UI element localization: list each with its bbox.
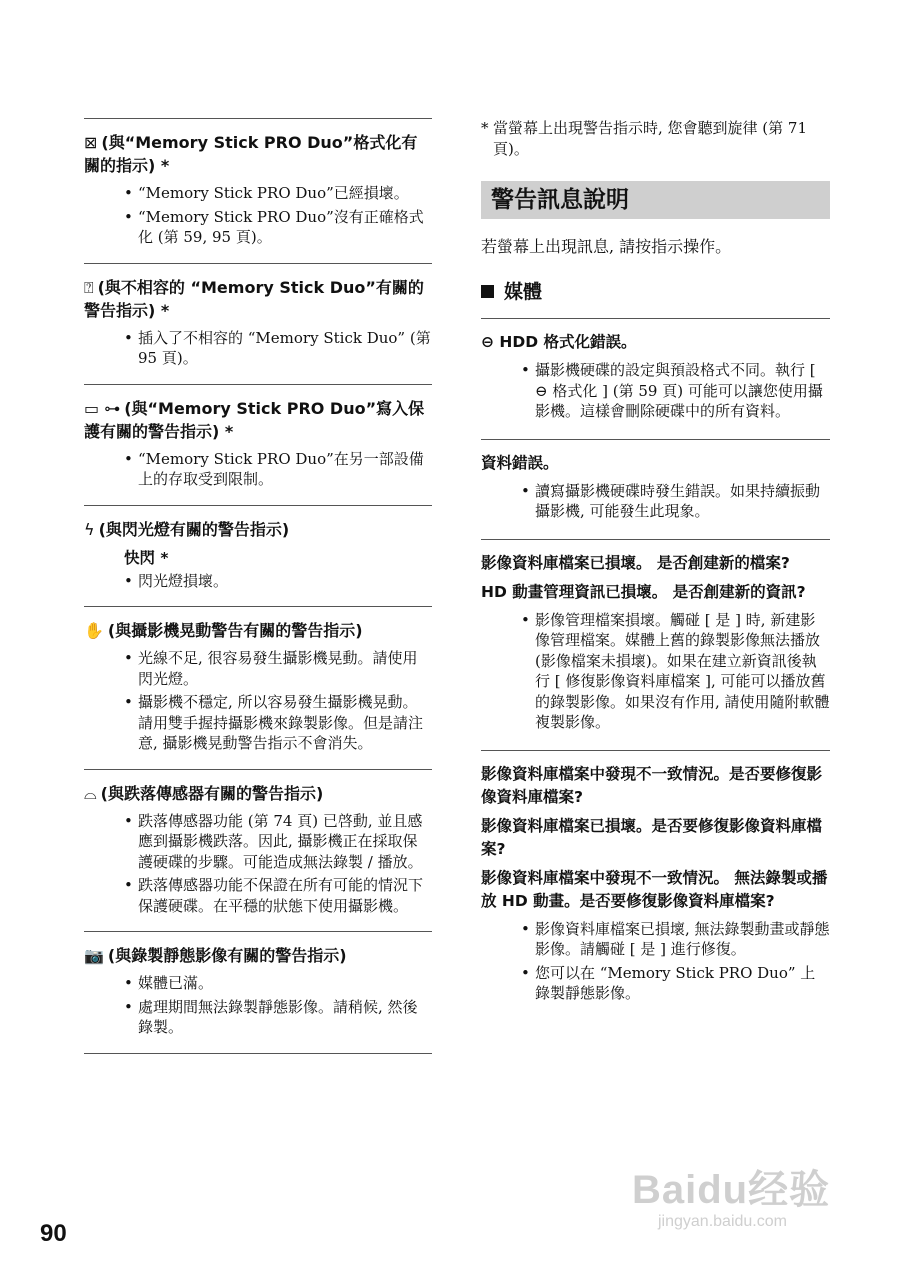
message-section [481,318,830,439]
message-heading: 影像資料庫檔案中發現不一致情況。 無法錄製或播放 HD 動畫。是否要修復影像資料庫檔案? [481,868,828,910]
warning-heading [84,131,432,177]
bullet-item: • 跌落傳感器功能 (第 74 頁) 已啓動, 並且感應到攝影機跌落。因此, 攝影機正在採取保護硬碟的步驟。可能造成無法錄製 / 播放。 [124,811,432,873]
warning-heading [84,397,432,443]
incompatible-memory-stick-icon: ⍰ [84,277,94,297]
bullet-list [481,919,830,1004]
warning-heading-text: (與不相容的 “Memory Stick Duo”有關的警告指示) * [84,277,424,320]
warning-heading-text: (與攝影機晃動警告有關的警告指示) [107,621,363,640]
warning-section [84,118,432,263]
bullet-list [84,183,432,248]
memory-stick-format-icon: ⊠ [84,133,98,152]
bullet-list [84,811,432,917]
bullet-item: • 媒體已滿。 [124,973,432,994]
intro-text: 若螢幕上出現訊息, 請按指示操作。 [481,237,732,256]
message-heading: 影像資料庫檔案中發現不一致情況。是否要修復影像資料庫檔案? [481,764,823,806]
square-bullet-icon [481,285,494,298]
bullet-item: • “Memory Stick PRO Duo”已經損壞。 [124,183,432,204]
bullet-item: • 攝影機不穩定, 所以容易發生攝影機晃動。請用雙手握持攝影機來錄製影像。但是請注意, 攝影機晃動警告指示不會消失。 [124,692,432,754]
left-bottom-rule [84,1053,432,1054]
write-protect-icon: ▭ ⊶ [84,398,121,418]
bullet-item: • 影像管理檔案損壞。觸碰 [ 是 ] 時, 新建影像管理檔案。媒體上舊的錄製影像無法播放 (影像檔案未損壞)。如果在建立新資訊後執行 [ 修復影像資料庫檔案 ], 可能可以播放舊的錄製影像。如果沒有作用, 請使用隨附軟體複製影像。 [521,610,830,733]
page-number: 90 [40,1220,67,1247]
bullet-list [481,360,830,422]
bullet-list [84,571,432,592]
right-column [481,118,830,1021]
bullet-item: • 插入了不相容的 “Memory Stick Duo” (第 95 頁)。 [124,328,432,369]
message-heading: 資料錯誤。 [481,453,559,472]
drop-sensor-icon: ⌓ [84,783,97,803]
bullet-item: • 您可以在 “Memory Stick PRO Duo” 上錄製靜態影像。 [521,963,830,1004]
watermark-logo [632,1168,842,1248]
bullet-item: • 跌落傳感器功能不保證在所有可能的情況下保護硬碟。在平穩的狀態下使用攝影機。 [124,875,432,916]
warning-subheading: 快閃 * [124,548,169,567]
bullet-list [84,328,432,369]
watermark-line1: Baidu经验 [632,1168,831,1212]
warning-heading-text: (與“Memory Stick PRO Duo”寫入保護有關的警告指示) * [84,398,425,441]
warning-heading-text: (與跌落傳感器有關的警告指示) [100,783,324,803]
message-section [481,539,830,750]
bullet-list [84,449,432,490]
bullet-item: • 閃光燈損壞。 [124,571,432,592]
warning-section [84,606,432,769]
flash-icon: ϟ [84,519,95,539]
warning-section [84,384,432,505]
message-section [481,750,830,1021]
bullet-item: • “Memory Stick PRO Duo”沒有正確格式化 (第 59, 95 頁)。 [124,207,432,248]
warning-section [84,263,432,384]
message-heading: 影像資料庫檔案已損壞。 是否創建新的檔案? [481,553,790,572]
note-text: 當螢幕上出現警告指示時, 您會聽到旋律 (第 71 頁)。 [493,119,808,158]
warning-heading [84,276,432,322]
warning-heading [84,944,432,967]
left-sections [84,118,432,1054]
bullet-item: • 處理期間無法錄製靜態影像。請稍候, 然後錄製。 [124,997,432,1038]
warning-section [84,931,432,1053]
warning-heading-text: (與閃光燈有關的警告指示) [98,519,290,539]
note-mark: * [481,119,489,137]
bullet-list [481,610,830,733]
section-title: 警告訊息說明 [481,181,830,219]
left-column [84,118,432,1054]
camera-shake-icon: ✋ [84,621,104,640]
warning-heading-text: (與錄製靜態影像有關的警告指示) [107,946,347,965]
right-sections [481,318,830,1021]
bullet-item: • 攝影機硬碟的設定與預設格式不同。執行 [ ⊖ 格式化 ] (第 59 頁) 可能可以讓您使用攝影機。這樣會刪除硬碟中的所有資料。 [521,360,830,422]
warning-heading [84,619,432,642]
bullet-list [84,973,432,1038]
message-heading: 影像資料庫檔案已損壞。是否要修復影像資料庫檔案? [481,816,823,858]
warning-section [84,769,432,932]
message-heading: HD 動畫管理資訊已損壞。 是否創建新的資訊? [481,582,806,601]
message-section [481,439,830,539]
bullet-list [84,648,432,754]
melody-note [481,118,830,159]
still-image-warning-icon: 📷 [84,946,104,965]
bullet-item: • 光線不足, 很容易發生攝影機晃動。請使用閃光燈。 [124,648,432,689]
warning-heading [84,782,432,805]
warning-heading-text: (與“Memory Stick PRO Duo”格式化有關的指示) * [84,133,418,175]
warning-section [84,505,432,607]
bullet-list [481,481,830,522]
bullet-item: • 影像資料庫檔案已損壞, 無法錄製動畫或靜態影像。請觸碰 [ 是 ] 進行修復。 [521,919,830,960]
warning-heading [84,518,432,541]
bullet-item: • “Memory Stick PRO Duo”在另一部設備上的存取受到限制。 [124,449,432,490]
bullet-item: • 讀寫攝影機硬碟時發生錯誤。如果持續振動攝影機, 可能發生此現象。 [521,481,830,522]
message-heading: ⊖ HDD 格式化錯誤。 [481,333,637,351]
media-heading-label: 媒體 [504,281,543,303]
watermark-line2: jingyan.baidu.com [658,1213,787,1230]
media-heading [481,277,830,304]
